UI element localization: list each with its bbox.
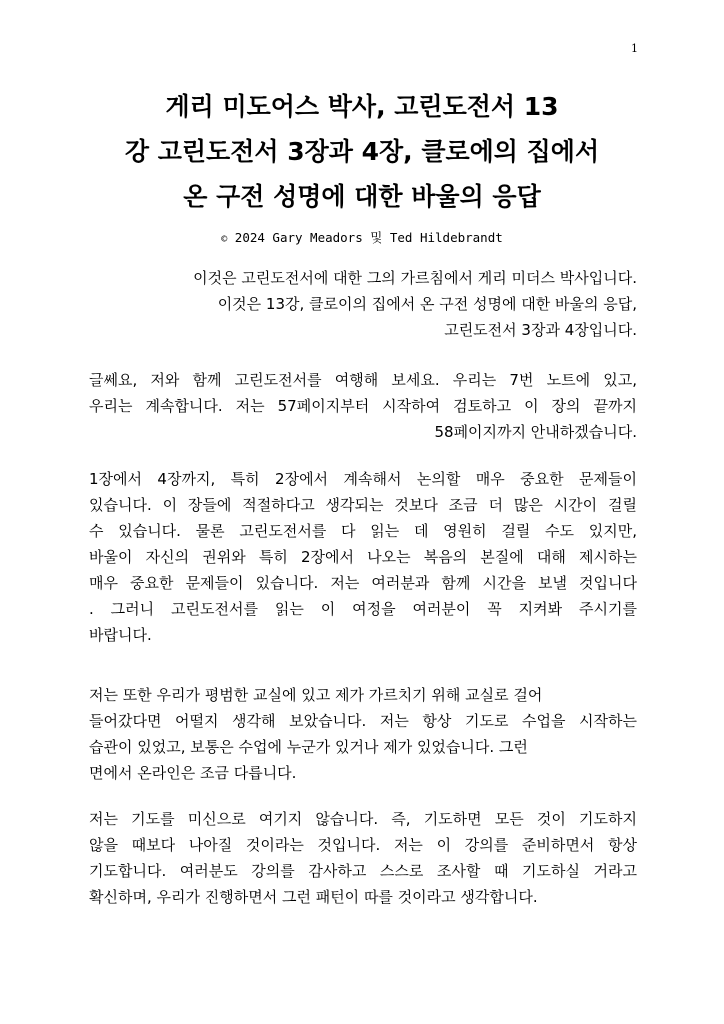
paragraph-line: 58페이지까지 안내하겠습니다. <box>434 423 637 441</box>
title-line: 게리 미도어스 박사, 고린도전서 13 <box>165 92 559 121</box>
paragraph-line: 들어갔다면 어떨지 생각해 보았습니다. 저는 항상 기도로 수업을 시작하는 <box>89 712 637 730</box>
paragraph-line: 면에서 온라인은 조금 다릅니다. <box>89 764 297 782</box>
paragraph-line: . 그러니 고린도전서를 읽는 이 여정을 여러분이 꼭 지켜봐 주시기를 <box>89 600 637 618</box>
copyright-author: Ted Hildebrandt <box>389 230 503 245</box>
paragraph-line: 글쎄요, 저와 함께 고린도전서를 여행해 보세요. 우리는 7번 노트에 있고, <box>89 371 637 389</box>
paragraph-line: 않을 때보다 나아질 것이라는 것입니다. 저는 이 강의를 준비하면서 항상 <box>89 836 637 854</box>
paragraph-line: 이것은 13강, 클로이의 집에서 온 구전 성명에 대한 바울의 응답, <box>217 295 637 313</box>
paragraph-line: 저는 또한 우리가 평범한 교실에 있고 제가 가르치기 위해 교실로 걸어 <box>89 686 543 704</box>
paragraph-line: 확신하며, 우리가 진행하면서 그런 패턴이 따를 것이라고 생각합니다. <box>89 888 538 906</box>
paragraph-line: 1장에서 4장까지, 특히 2장에서 계속해서 논의할 매우 중요한 문제들이 <box>89 470 637 488</box>
body-paragraph <box>89 806 637 910</box>
document-title <box>40 84 684 219</box>
paragraph-line: 수 있습니다. 물론 고린도전서를 다 읽는 데 영원히 걸릴 수도 있지만, <box>89 522 637 540</box>
body-paragraph <box>89 367 637 445</box>
paragraph-line: 저는 기도를 미신으로 여기지 않습니다. 즉, 기도하면 모든 것이 기도하지 <box>89 810 637 828</box>
paragraph-line: 기도합니다. 여러분도 강의를 감사하고 스스로 조사할 때 기도하실 거라고 <box>89 862 637 880</box>
title-line: 강 고린도전서 3장과 4장, 클로에의 집에서 <box>124 137 600 166</box>
title-line: 온 구전 성명에 대한 바울의 응답 <box>183 182 541 211</box>
paragraph-line: 습관이 있었고, 보통은 수업에 누군가 있거나 제가 있었습니다. 그런 <box>89 738 528 756</box>
copyright-year-author: 2024 Gary Meadors <box>234 230 363 245</box>
body-paragraph <box>89 466 637 648</box>
paragraph-line: 우리는 계속합니다. 저는 57페이지부터 시작하여 검토하고 이 장의 끝까지 <box>89 397 637 415</box>
paragraph-line: 바랍니다. <box>89 626 152 644</box>
copyright-symbol: © <box>221 234 228 245</box>
body-paragraph <box>89 682 637 786</box>
paragraph-line: 바울이 자신의 권위와 특히 2장에서 나오는 복음의 본질에 대해 제시하는 <box>89 548 637 566</box>
page-number: 1 <box>631 42 638 55</box>
intro-paragraph <box>89 265 637 343</box>
copyright-line <box>0 228 724 246</box>
paragraph-line: 매우 중요한 문제들이 있습니다. 저는 여러분과 함께 시간을 보낼 것입니다 <box>89 574 637 592</box>
paragraph-line: 고린도전서 3장과 4장입니다. <box>444 321 637 339</box>
copyright-conjunction: 및 <box>370 230 383 245</box>
paragraph-line: 있습니다. 이 장들에 적절하다고 생각되는 것보다 조금 더 많은 시간이 걸릴 <box>89 496 637 514</box>
paragraph-line: 이것은 고린도전서에 대한 그의 가르침에서 게리 미더스 박사입니다. <box>193 269 637 287</box>
